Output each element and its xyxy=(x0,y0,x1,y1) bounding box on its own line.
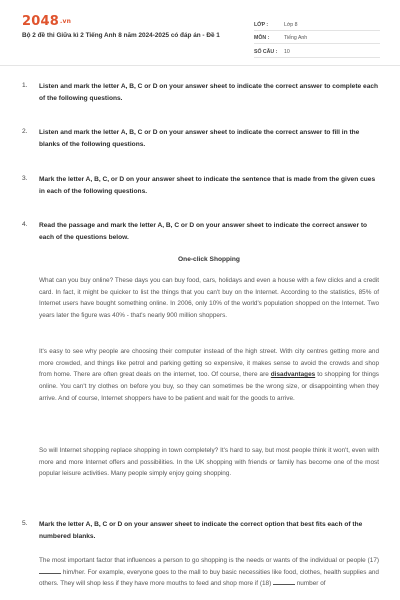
meta-value: 10 xyxy=(284,49,380,58)
site-logo[interactable]: 2048.vn xyxy=(22,14,72,29)
question-number: 1. xyxy=(22,82,28,89)
page-header xyxy=(0,0,400,66)
question-number: 5. xyxy=(22,520,28,527)
question-instruction: Listen and mark the letter A, B, C or D on your answer sheet to indicate the correct answer to complete each of the following questions. xyxy=(39,83,379,102)
question-item xyxy=(22,174,382,197)
passage-paragraph: The most important factor that influences a person to go shopping is the needs or wants of the individual or people (17) him/her. For example, everyone goes to the mall to buy basic necessities like food, clothes, health supplies and others. They will shop less if they have more mouths to feed and shop more if (18) number of xyxy=(39,557,379,588)
meta-row-subject xyxy=(254,31,380,45)
meta-label: LỚP : xyxy=(254,22,284,31)
answer-blank xyxy=(39,573,61,574)
underlined-word: disadvantages xyxy=(270,371,316,379)
question-number: 4. xyxy=(22,221,28,228)
question-item xyxy=(22,220,382,243)
meta-label: SỐ CÂU : xyxy=(254,49,284,58)
question-number: 2. xyxy=(22,128,28,135)
meta-row-question-count xyxy=(254,44,380,58)
passage-paragraph: What can you buy online? These days you can buy food, cars, holidays and even a house with a few clicks and a credit card. In fact, it might be quicker to list the things that you can't buy on the Internet. According to the statistics, 85% of Internet users have bought something online. In 2006, only 10% of the world's population shopped on the Internet. Two years later the figure was 40% - that's nearly 900 million shoppers. xyxy=(39,277,379,320)
passage-title: One-click Shopping xyxy=(178,256,240,263)
document-meta xyxy=(254,17,380,58)
logo-suffix: .vn xyxy=(59,18,72,25)
meta-label: MÔN : xyxy=(254,35,284,44)
meta-row-class xyxy=(254,17,380,31)
document-title: Bộ 2 đề thi Giữa kì 2 Tiếng Anh 8 năm 2024-2025 có đáp án - Đề 1 xyxy=(22,32,220,39)
meta-value: Lớp 8 xyxy=(284,22,380,31)
answer-blank xyxy=(273,584,295,585)
question-instruction: Read the passage and mark the letter A, B, C or D on your answer sheet to indicate the correct answer to each of the questions below. xyxy=(39,222,368,241)
question-instruction: Mark the letter A, B, C, or D on your answer sheet to indicate the sentence that is made from the given cues in each of the following questions. xyxy=(39,176,376,195)
meta-value: Tiếng Anh xyxy=(284,35,380,44)
question-item xyxy=(22,127,382,150)
question-item xyxy=(22,81,382,104)
passage-paragraph: So will Internet shopping replace shopping in town completely? It's hard to say, but most people think it won't, even with more and more Internet offers and possibilities. In the UK shopping with friends or family has become one of the most popular leisure activities. Many people simply enjoy going shopping. xyxy=(39,447,379,478)
question-instruction: Listen and mark the letter A, B, C or D on your answer sheet to indicate the correct answer to fill in the blanks of the following questions. xyxy=(39,129,360,148)
passage-paragraph: It's easy to see why people are choosing their computer instead of the high street. With city centres getting more and more crowded, and things like petrol and parking getting so expensive, it makes sense to avoid the crowds and shop from home. There are often great deals on the internet, too. Of course, there are disadvantages to shopping for things online. You can't try clothes on before you buy, so they can sometimes be the wrong size, or disappointing when they arrive. And of course, Internet shoppers have to be patient and wait for the goods to arrive. xyxy=(39,348,379,402)
question-number: 3. xyxy=(22,175,28,182)
question-instruction: Mark the letter A, B, C or D on your answer sheet to indicate the correct option that best fits each of the numbered blanks. xyxy=(39,521,363,540)
question-item xyxy=(22,519,382,542)
